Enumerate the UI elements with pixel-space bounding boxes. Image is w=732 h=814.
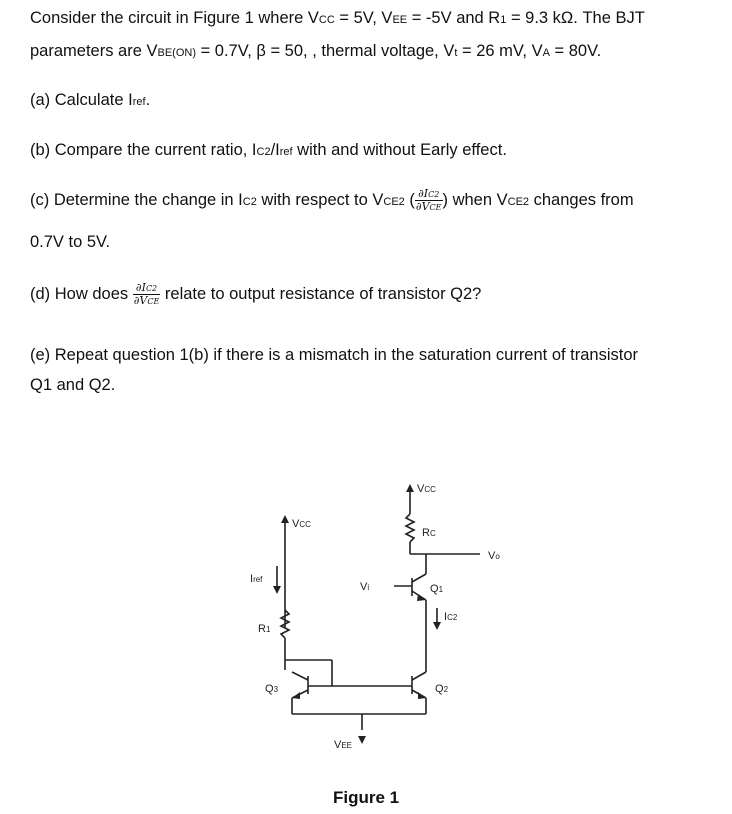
subscript: C2 [242, 195, 257, 208]
subscript: t [454, 47, 458, 59]
vcc-right-label: VCC [417, 483, 436, 495]
q3-emitter-arrow-icon [292, 692, 300, 699]
subscript: ref [132, 96, 146, 108]
text: ∂V [415, 200, 430, 213]
subscript: 1 [500, 14, 507, 26]
subscript: C2 [428, 190, 440, 199]
subscript: CE2 [507, 195, 530, 208]
subscript: CE [429, 203, 442, 212]
subscript: C2 [256, 146, 271, 158]
text: . [145, 91, 151, 109]
ic2-arrow-icon [433, 622, 441, 630]
subscript: CC [318, 14, 335, 26]
q3-label: Q3 [265, 683, 279, 695]
text: (c) Determine the change in I [30, 190, 243, 209]
right-vcc-arrow-icon [406, 484, 414, 492]
question-a [30, 91, 150, 110]
text: parameters are V [30, 42, 158, 60]
vi-label: Vi [360, 581, 370, 593]
rc-resistor [406, 514, 414, 542]
q2-collector-lead [412, 672, 426, 680]
text: (b) Compare the current ratio, I [30, 141, 257, 159]
question-e-line-1 [30, 346, 638, 365]
q2-emitter-arrow-icon [418, 692, 426, 699]
vcc-left-label: VCC [292, 518, 311, 530]
q1-label: Q1 [430, 583, 444, 595]
text: /I [270, 141, 280, 159]
text: 0.7V to 5V. [30, 233, 111, 251]
text: with respect to V [256, 190, 384, 209]
partial-derivative-fraction [133, 282, 161, 307]
text: (e) Repeat question 1(b) if there is a mismatch in the saturation current of transistor [30, 346, 639, 364]
question-e-line-2 [30, 376, 115, 395]
text: Consider the circuit in Figure 1 where V [30, 9, 319, 27]
text: with and without Early effect. [292, 141, 507, 159]
subscript: ref [279, 146, 293, 158]
question-b [30, 141, 507, 160]
text: ∂I [418, 187, 429, 200]
question-c-line-2 [30, 233, 110, 252]
intro-line-1 [30, 9, 645, 28]
iref-label: Iref [250, 573, 263, 585]
subscript: CE [147, 297, 160, 306]
text: changes from [529, 190, 634, 209]
text: ∂I [135, 281, 146, 294]
vee-arrow-icon [358, 736, 366, 744]
question-c-line-1 [30, 188, 634, 213]
text: (d) How does [30, 284, 133, 303]
figure-caption: Figure 1 [333, 788, 400, 807]
iref-arrow-icon [273, 586, 281, 594]
text: ( [404, 190, 415, 209]
q3-collector-lead [292, 672, 308, 680]
r1-label: R1 [258, 623, 271, 635]
q1-emitter-arrow-icon [417, 594, 426, 601]
q2-label: Q2 [435, 683, 449, 695]
rc-label: RC [422, 527, 436, 539]
fraction-denominator [133, 295, 161, 307]
vee-label: VEE [334, 739, 353, 751]
circuit-diagram [230, 470, 530, 770]
text: = 5V, V [334, 9, 393, 27]
text: (a) Calculate I [30, 91, 133, 109]
subscript: CE2 [383, 195, 405, 208]
text: = 26 mV, V [457, 42, 543, 60]
partial-derivative-fraction [415, 188, 443, 213]
q1-collector-lead [412, 574, 426, 582]
subscript: A [542, 47, 550, 59]
text: = 0.7V, β = 50, , thermal voltage, V [195, 42, 455, 60]
question-d [30, 282, 481, 307]
subscript: BE(ON) [157, 47, 196, 59]
text: ) when V [442, 190, 508, 209]
subscript: C2 [145, 284, 158, 293]
left-vcc-arrow-icon [281, 515, 289, 523]
text: relate to output resistance of transistor Q2? [160, 284, 482, 303]
text: = 80V. [549, 42, 602, 60]
fraction-denominator [415, 201, 443, 213]
text: ∂V [133, 294, 148, 307]
vo-label: Vo [488, 550, 500, 562]
intro-line-2 [30, 42, 601, 61]
subscript: EE [392, 14, 408, 26]
text: = 9.3 kΩ. The BJT [506, 9, 645, 27]
text: Q1 and Q2. [30, 376, 116, 394]
text: = -5V and R [407, 9, 501, 27]
ic2-label: IC2 [444, 611, 458, 623]
